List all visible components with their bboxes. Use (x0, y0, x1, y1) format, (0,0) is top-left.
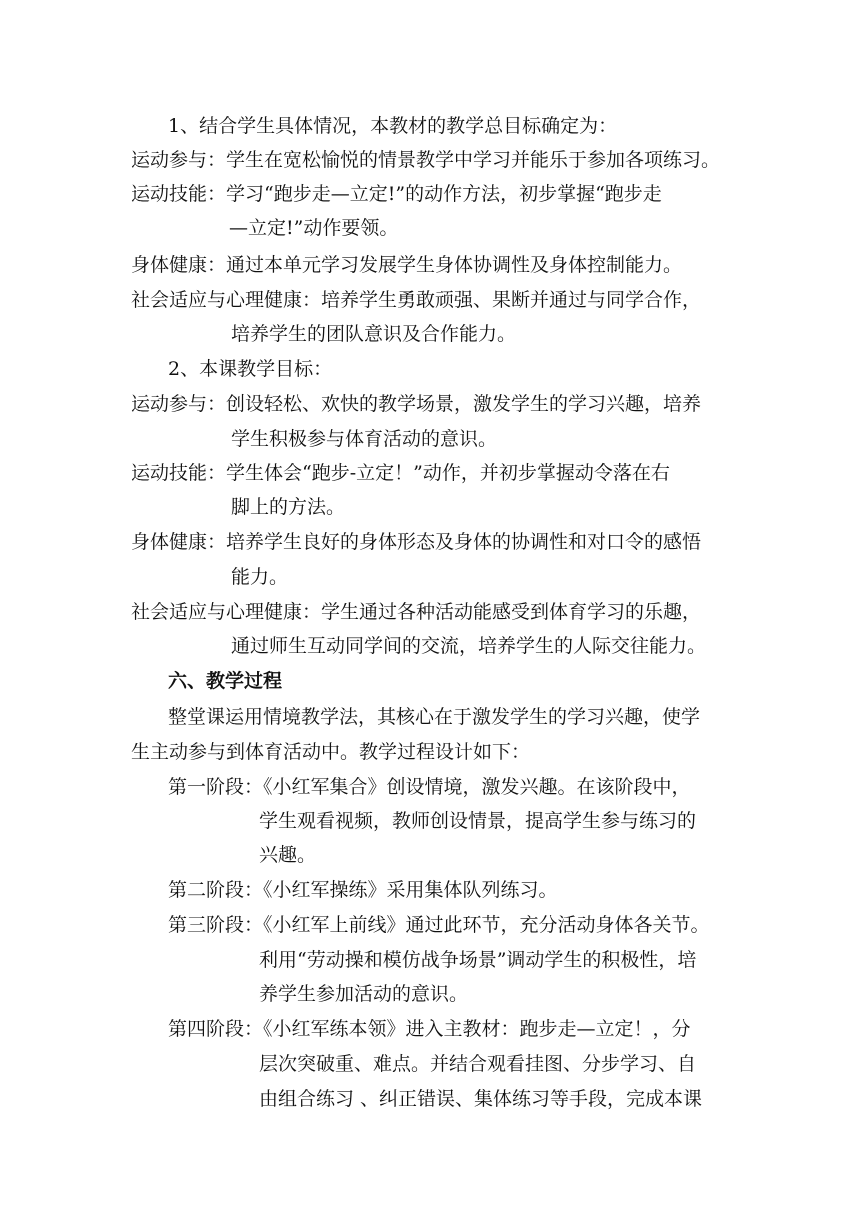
overall-participation: 运动参与：学生在宽松愉悦的情景教学中学习并能乐于参加各项练习。 (131, 149, 721, 171)
lesson-participation-line1: 运动参与：创设轻松、欢快的教学场景，激发学生的学习兴趣，培养 (131, 393, 702, 415)
stage-3-line2: 利用“劳动操和模仿战争场景”调动学生的积极性，培 (259, 949, 697, 971)
lesson-goals-title: 2、本课教学目标： (168, 358, 333, 380)
lesson-health-line1: 身体健康：培养学生良好的身体形态及身体的协调性和对口令的感悟 (131, 531, 702, 553)
stage-1-line2: 学生观看视频，教师创设情景，提高学生参与练习的 (259, 810, 697, 832)
lesson-skill-line1: 运动技能：学生体会“跑步-立定！”动作，并初步掌握动令落在右 (131, 462, 670, 484)
process-intro-line2: 生主动参与到体育活动中。教学过程设计如下： (131, 741, 531, 763)
stage-4-line3: 由组合练习 、纠正错误、集体练习等手段，完成本课 (259, 1088, 703, 1110)
overall-health: 身体健康：通过本单元学习发展学生身体协调性及身体控制能力。 (131, 254, 683, 276)
lesson-social-line1: 社会适应与心理健康：学生通过各种活动能感受到体育学习的乐趣， (131, 601, 702, 623)
stage-1-line3: 兴趣。 (259, 844, 317, 866)
stage-4-line1: 第四阶段：《小红军练本领》进入主教材：跑步走—立定！，分 (168, 1018, 691, 1040)
stage-2-line1: 第二阶段：《小红军操练》采用集体队列练习。 (168, 879, 558, 901)
lesson-health-line2: 能力。 (231, 566, 289, 588)
stage-3-line3: 养学生参加活动的意识。 (259, 983, 469, 1005)
overall-social-line2: 培养学生的团队意识及合作能力。 (231, 323, 517, 345)
section-6-heading: 六、教学过程 (168, 670, 283, 692)
lesson-participation-line2: 学生积极参与体育活动的意识。 (231, 428, 498, 450)
overall-goals-title: 1、结合学生具体情况，本教材的教学总目标确定为： (168, 115, 618, 137)
stage-3-line1: 第三阶段：《小红军上前线》通过此环节，充分活动身体各关节。 (168, 914, 710, 936)
stage-1-line1: 第一阶段：《小红军集合》创设情境，激发兴趣。在该阶段中， (168, 776, 691, 798)
overall-skill-line2: —立定!”动作要领。 (229, 217, 399, 239)
overall-social-line1: 社会适应与心理健康：培养学生勇敢顽强、果断并通过与同学合作， (131, 289, 702, 311)
lesson-skill-line2: 脚上的方法。 (231, 496, 346, 518)
process-intro-line1: 整堂课运用情境教学法，其核心在于激发学生的学习兴趣，使学 (168, 706, 701, 728)
overall-skill-line1: 运动技能：学习“跑步走—立定!”的动作方法，初步掌握“跑步走 (131, 183, 662, 205)
lesson-social-line2: 通过师生互动同学间的交流，培养学生的人际交往能力。 (231, 635, 707, 657)
stage-4-line2: 层次突破重、难点。并结合观看挂图、分步学习、自 (259, 1053, 697, 1075)
